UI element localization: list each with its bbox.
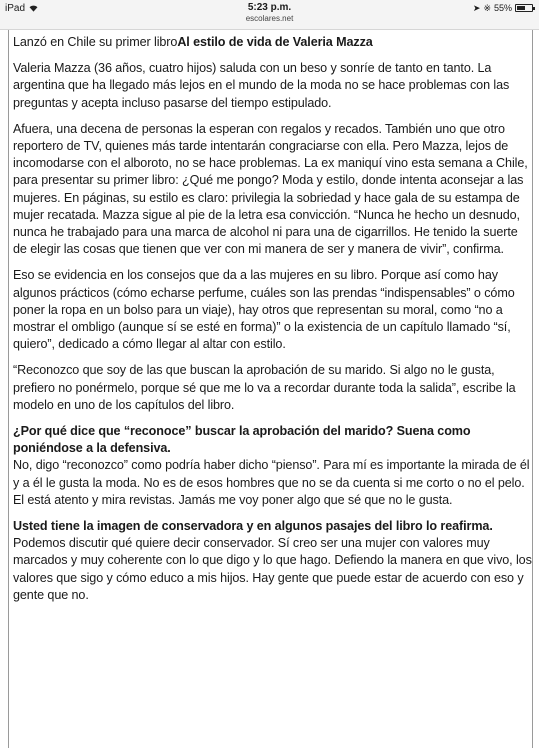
status-bar (0, 0, 539, 30)
bluetooth-icon: ※ (483, 3, 491, 13)
clock: 5:23 p.m. (247, 2, 292, 13)
interview-answer: No, digo “reconozco” como podría haber dicho “pienso”. Para mí es importante la mirada de él y a él le gusta la moda. No es de esos hombres que no se da cuenta si me corto o no el pelo. El está atento y mira revistas. Jamás me voy poner algo que sé que no le gusta. (13, 458, 530, 507)
article-headline (13, 34, 533, 51)
paragraph: “Reconozco que soy de las que buscan la aprobación de su marido. Si algo no le gusta, prefiero no ponérmelo, porque sé que me lo va a recordar durante toda la salida”, escribe la modelo en uno de los capítulos del libro. (13, 363, 516, 412)
status-center (0, 2, 539, 24)
article-body (13, 34, 533, 613)
headline-title: Al estilo de vida de Valeria Mazza (177, 35, 373, 49)
headline-lead: Lanzó en Chile su primer libro (13, 35, 178, 49)
paragraph: Afuera, una decena de personas la esperan con regalos y recados. También uno que otro reportero de TV, quienes más tarde intentarán congraciarse con ella. Pero Mazza, lejos de incomodarse con el alboroto, no se hace problemas. La ex maniquí vino esta semana a Chile, para presentar su primer libro: ¿Qué me pongo? Moda y estilo, donde intenta aconsejar a las mujeres. En páginas, su estilo es claro: privilegia la sobriedad y hace gala de su estampa de mujer recatada. Mazza sigue al pie de la letra esa convicción. “Nunca he hecho un desnudo, nunca he trabajado para una marca de alcohol ni para una de cigarrillos. He tenido la suerte de elegir las cosas que tienen que ver con mi manera de ser y manera de vivir”, confirma. (13, 121, 528, 257)
paragraph: Valeria Mazza (36 años, cuatro hijos) saluda con un beso y sonríe de tanto en tanto. La argentina que ha llegado más lejos en el mundo de la moda no se hace problemas con las preguntas y acepta incluso pasarse del tiempo estipulado. (13, 61, 510, 110)
location-arrow-icon: ➤ (472, 3, 481, 13)
battery-level (517, 6, 525, 10)
battery-percent: 55% (493, 3, 512, 13)
interview-question: Usted tiene la imagen de conservadora y en algunos pasajes del libro lo reafirma. (13, 519, 493, 534)
page-host: escolares.net (245, 14, 294, 23)
status-right (473, 3, 533, 13)
battery-icon (515, 4, 533, 12)
device-name: iPad (5, 3, 26, 14)
interview-answer: Podemos discutir qué quiere decir conservador. Sí creo ser una mujer con valores muy marcados y muy coherente con lo que digo y lo que hago. Defiendo la manera en que vivo, los valores que sigo y cómo educo a mis hijos. Hay gente que puede estar de acuerdo con eso y gente que no. (13, 536, 532, 602)
interview-question: ¿Por qué dice que “reconoce” buscar la aprobación del marido? Suena como poniéndose a la defensiva. (13, 424, 471, 456)
paragraph: Eso se evidencia en los consejos que da a las mujeres en su libro. Porque así como hay algunos prácticos (cómo echarse perfume, cuáles son las prendas “indispensables” o cómo poner la ropa en un bolso para un viaje), hay otros que representan su moral, como “no a mostrar el ombligo (aunque sí se esté en forma)” o la existencia de un capítulo llamado “sí, quiero”, dedicado a cómo llegar al altar con estilo. (13, 268, 515, 352)
